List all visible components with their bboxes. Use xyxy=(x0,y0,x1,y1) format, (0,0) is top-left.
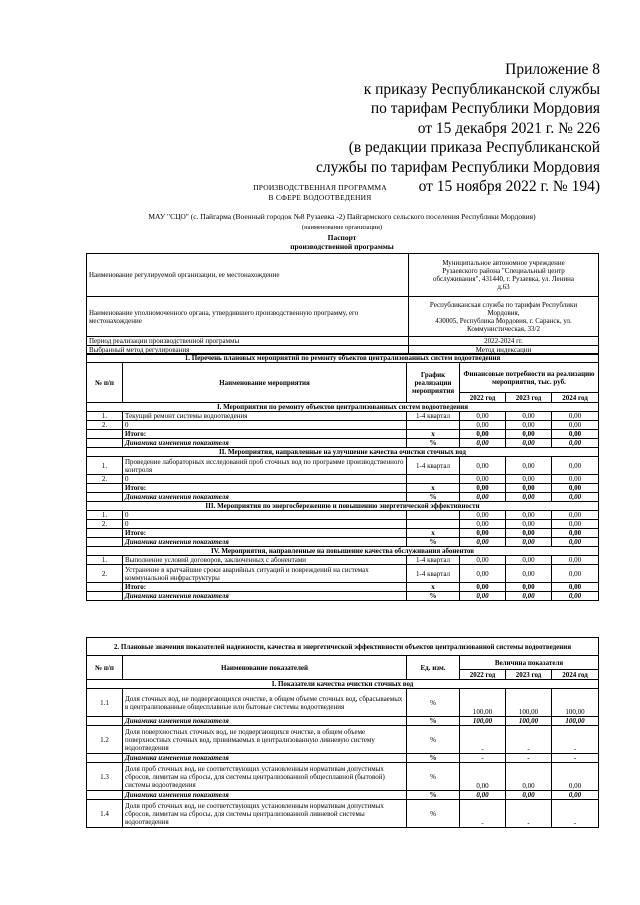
row-value: 0,00 xyxy=(506,791,552,800)
dynamics-label: Динамика изменения показателя xyxy=(123,439,407,448)
dynamics-label: Динамика изменения показателя xyxy=(123,592,407,601)
passport-value: 2022-2024 гг. xyxy=(409,337,599,346)
table-row xyxy=(87,337,599,346)
row-value: 0,00 xyxy=(460,538,506,547)
row-schedule xyxy=(407,511,460,520)
table-row xyxy=(87,421,599,430)
row-value: 100,00 xyxy=(460,717,506,726)
row-value: 0,00 xyxy=(506,583,552,592)
appendix-line: от 15 декабря 2021 г. № 226 xyxy=(417,119,600,137)
row-value: 0,00 xyxy=(506,493,552,502)
col-header-num: № п/п xyxy=(87,656,123,680)
row-num: 1. xyxy=(87,511,123,520)
row-num: 1. xyxy=(87,457,123,475)
total-row xyxy=(87,484,599,493)
dynamics-row xyxy=(87,493,599,502)
passport-label: Наименование регулируемой организации, ее местонахождение xyxy=(87,254,409,297)
row-value: 0,00 xyxy=(460,529,506,538)
dynamics-row xyxy=(87,717,599,726)
appendix-line: Приложение 8 xyxy=(505,61,600,78)
dynamics-label: Динамика изменения показателя xyxy=(123,754,407,763)
row-schedule xyxy=(407,421,460,430)
row-schedule xyxy=(407,475,460,484)
col-header-finance: Финансовые потребности на реализацию мероприятия, тыс. руб. xyxy=(460,363,599,393)
row-value: 0,00 xyxy=(506,763,552,791)
row-unit: % xyxy=(407,717,460,726)
passport-value-line: Мордовия, xyxy=(487,308,520,317)
passport-value-line: Рузаевского района "Специальный центр xyxy=(442,267,565,275)
row-value: 100,00 xyxy=(506,717,552,726)
row-num: 2. xyxy=(87,475,123,484)
row-num: 1.4 xyxy=(87,800,123,828)
passport-subtitle: производственной программы xyxy=(290,242,394,251)
row-value: 0,00 xyxy=(552,484,599,493)
appendix-block xyxy=(300,60,600,197)
section-row xyxy=(87,403,599,412)
row-num: 2. xyxy=(87,421,123,430)
passport-value-line: обслуживания", 431440, г. Рузаевка, ул. Ленина xyxy=(432,275,575,283)
row-name: Устранение в кратчайшие сроки аварийных ситуаций и повреждений на системах коммунальной инфраструктуры xyxy=(123,565,407,583)
row-name: 0 xyxy=(123,520,407,529)
program-title xyxy=(0,183,640,203)
row-value: 0,00 xyxy=(506,511,552,520)
row-schedule: % xyxy=(407,493,460,502)
row-name: Текущий ремонт системы водоотведения xyxy=(123,412,407,421)
row-value: - xyxy=(552,726,599,754)
dynamics-label: Динамика изменения показателя xyxy=(123,538,407,547)
passport-label: Выбранный метод регулирования xyxy=(87,346,409,355)
passport-value xyxy=(409,297,599,337)
row-value: 0,00 xyxy=(460,791,506,800)
row-num: 1.1 xyxy=(87,689,123,717)
row-value: - xyxy=(460,800,506,828)
row-unit: % xyxy=(407,689,460,717)
table-row xyxy=(87,457,599,475)
total-label: Итого: xyxy=(123,529,407,538)
row-value: - xyxy=(460,754,506,763)
indicators-table xyxy=(86,637,599,828)
row-name: Выполнение условий договоров, заключенных с абонентами xyxy=(123,556,407,565)
row-num xyxy=(87,754,123,763)
row-value: - xyxy=(460,726,506,754)
row-name: Доля сточных вод, не подвергающихся очистке, в общем объеме сточных вод, сбрасываемых в централизованные общесплавные или бытовые системы водоотведения xyxy=(123,689,407,717)
passport-value-line: Республиканская служба по тарифам Республики xyxy=(429,300,578,309)
row-value: 0,00 xyxy=(460,439,506,448)
row-schedule: 1-4 квартал xyxy=(407,457,460,475)
table-row xyxy=(87,412,599,421)
row-schedule: 1-4 квартал xyxy=(407,556,460,565)
row-num xyxy=(87,592,123,601)
dynamics-row xyxy=(87,592,599,601)
table-row xyxy=(87,520,599,529)
table-row xyxy=(87,726,599,754)
row-value: 0,00 xyxy=(460,556,506,565)
section-row xyxy=(87,502,599,511)
passport-value xyxy=(409,254,599,297)
row-schedule: х xyxy=(407,484,460,493)
row-value: 0,00 xyxy=(460,520,506,529)
table-row xyxy=(87,689,599,717)
table-row xyxy=(87,638,599,656)
row-name: 0 xyxy=(123,421,407,430)
col-header-year: 2022 год xyxy=(460,393,506,403)
row-value: 0,00 xyxy=(552,556,599,565)
row-value: 100,00 xyxy=(552,689,599,717)
row-value: 0,00 xyxy=(552,538,599,547)
passport-value-line: д.63 xyxy=(497,283,510,291)
col-header-year: 2022 год xyxy=(460,670,506,680)
row-name: Доля проб сточных вод, не соответствующих установленным нормативам допустимых сбросов, лимитам на сбросы, для системы централизованной ливневой системы водоотведения xyxy=(123,800,407,828)
row-value: 0,00 xyxy=(552,475,599,484)
row-num: 1.3 xyxy=(87,763,123,791)
row-value: 100,00 xyxy=(460,689,506,717)
organization-name: МАУ "СЦО" (с. Пайгарма (Военный городок №8 Рузаевка -2) Пайгармского сельского поселения Республики Мордовия) xyxy=(148,212,536,221)
section-title: IV. Мероприятия, направленные на повышение качества обслуживания абонентов xyxy=(87,547,599,556)
appendix-line: службы по тарифам Республики Мордовия xyxy=(316,158,600,176)
col-header-year: 2024 год xyxy=(552,670,599,680)
row-value: - xyxy=(552,754,599,763)
appendix-line: по тарифам Республики Мордовия xyxy=(370,100,600,117)
row-unit: % xyxy=(407,726,460,754)
row-num xyxy=(87,538,123,547)
row-num xyxy=(87,430,123,439)
row-schedule: 1-4 квартал xyxy=(407,565,460,583)
row-value: 0,00 xyxy=(552,430,599,439)
row-value: - xyxy=(506,800,552,828)
row-unit: % xyxy=(407,791,460,800)
row-name: 0 xyxy=(123,475,407,484)
row-value: 0,00 xyxy=(506,475,552,484)
row-value: 0,00 xyxy=(460,412,506,421)
table-header-row xyxy=(87,656,599,670)
total-label: Итого: xyxy=(123,430,407,439)
table-row xyxy=(87,475,599,484)
row-num xyxy=(87,529,123,538)
row-value: 0,00 xyxy=(506,556,552,565)
table-row xyxy=(87,565,599,583)
col-header-num: № п/п xyxy=(87,363,123,403)
row-name: Доля проб сточных вод, не соответствующих установленным нормативам допустимых сбросов, лимитам на сбросы, для системы централизованной общесплавной (бытовой) системы водоотведения xyxy=(123,763,407,791)
row-value: 100,00 xyxy=(506,689,552,717)
appendix-line: к приказу Республиканской службы xyxy=(363,80,600,98)
row-value: 0,00 xyxy=(552,763,599,791)
table-row xyxy=(87,763,599,791)
row-num xyxy=(87,717,123,726)
row-num: 2. xyxy=(87,565,123,583)
appendix-line: от 15 ноября 2022 г. № 194) xyxy=(418,178,600,195)
row-value: 0,00 xyxy=(506,520,552,529)
dynamics-row xyxy=(87,439,599,448)
table-header-row xyxy=(87,363,599,393)
dynamics-row xyxy=(87,754,599,763)
dynamics-label: Динамика изменения показателя xyxy=(123,717,407,726)
row-value: 0,00 xyxy=(460,592,506,601)
passport-table xyxy=(86,253,599,355)
total-label: Итого: xyxy=(123,484,407,493)
row-value: 0,00 xyxy=(506,412,552,421)
row-unit: % xyxy=(407,763,460,791)
passport-value-line: Коммунистическая, 33/2 xyxy=(467,324,540,333)
dynamics-row xyxy=(87,791,599,800)
row-schedule: х xyxy=(407,583,460,592)
row-value: - xyxy=(506,754,552,763)
appendix-line: (в редакции приказа Республиканской xyxy=(348,139,600,156)
row-schedule: % xyxy=(407,592,460,601)
organization-caption: (наименование организации) xyxy=(301,224,383,231)
row-value: 0,00 xyxy=(506,439,552,448)
row-value: 0,00 xyxy=(552,511,599,520)
passport-value-line: 430005, Республика Мордовия, г. Саранск, ул. xyxy=(435,316,572,325)
row-value: 0,00 xyxy=(552,421,599,430)
col-header-name: Наименование мероприятия xyxy=(123,363,407,403)
row-unit: % xyxy=(407,800,460,828)
total-label: Итого: xyxy=(123,583,407,592)
row-num xyxy=(87,484,123,493)
table-row xyxy=(87,254,599,297)
col-header-value: Величина показателя xyxy=(460,656,599,670)
row-value: 0,00 xyxy=(506,592,552,601)
passport-heading xyxy=(86,233,598,251)
row-value: 100,00 xyxy=(552,717,599,726)
row-value: 0,00 xyxy=(552,439,599,448)
row-value: 0,00 xyxy=(506,430,552,439)
passport-value: Метод индексации xyxy=(409,346,599,355)
passport-value-line: Муниципальное автономное учреждение xyxy=(442,259,565,267)
row-value: 0,00 xyxy=(506,529,552,538)
table-row xyxy=(87,800,599,828)
row-value: 0,00 xyxy=(552,565,599,583)
section-title: III. Мероприятия по энергосбережению и повышению энергетической эффективности xyxy=(87,502,599,511)
row-schedule xyxy=(407,520,460,529)
row-value: 0,00 xyxy=(552,592,599,601)
row-value: 0,00 xyxy=(552,583,599,592)
table-row xyxy=(87,297,599,337)
dynamics-label: Динамика изменения показателя xyxy=(123,493,407,502)
row-value: 0,00 xyxy=(552,493,599,502)
row-num: 2. xyxy=(87,520,123,529)
row-value: 0,00 xyxy=(460,493,506,502)
row-value: - xyxy=(552,800,599,828)
section-row xyxy=(87,547,599,556)
row-schedule: 1-4 квартал xyxy=(407,412,460,421)
row-value: 0,00 xyxy=(552,529,599,538)
dynamics-row xyxy=(87,538,599,547)
row-num: 1. xyxy=(87,412,123,421)
row-value: 0,00 xyxy=(552,457,599,475)
col-header-year: 2023 год xyxy=(506,393,552,403)
row-unit: % xyxy=(407,754,460,763)
col-header-unit: Ед. изм. xyxy=(407,656,460,680)
row-value: 0,00 xyxy=(506,538,552,547)
row-num: 1.2 xyxy=(87,726,123,754)
row-schedule: х xyxy=(407,430,460,439)
row-value: 0,00 xyxy=(506,565,552,583)
row-value: - xyxy=(506,726,552,754)
table-row xyxy=(87,511,599,520)
row-name: 0 xyxy=(123,511,407,520)
row-value: 0,00 xyxy=(460,511,506,520)
row-value: 0,00 xyxy=(506,457,552,475)
row-schedule: % xyxy=(407,538,460,547)
row-value: 0,00 xyxy=(460,565,506,583)
measures-table xyxy=(86,353,599,601)
total-row xyxy=(87,583,599,592)
section-title: I. Мероприятия по ремонту объектов централизованных систем водоотведения xyxy=(87,403,599,412)
row-value: 0,00 xyxy=(552,412,599,421)
row-value: 0,00 xyxy=(460,484,506,493)
row-num xyxy=(87,583,123,592)
row-value: 0,00 xyxy=(460,583,506,592)
table-row xyxy=(87,556,599,565)
section-row xyxy=(87,448,599,457)
row-value: 0,00 xyxy=(460,763,506,791)
row-name: Проведение лабораторных исследований проб сточных вод по программе производственного контроля xyxy=(123,457,407,475)
row-num xyxy=(87,791,123,800)
col-header-name: Наименование показателей xyxy=(123,656,407,680)
row-value: 0,00 xyxy=(506,421,552,430)
passport-label: Наименование уполномоченного органа, утвердившего производственную программу, его местонахождение xyxy=(87,297,409,337)
row-name: Доля поверхностных сточных вод, не подвергающихся очистке, в общем объеме поверхностных сточных вод, принимаемых в централизованную ливневую систему водоотведения xyxy=(123,726,407,754)
program-title-line1: ПРОИЗВОДСТВЕННАЯ ПРОГРАММА xyxy=(253,183,387,192)
indicators-title: 2. Плановые значения показателей надежности, качества и энергетической эффективности объектов централизованной системы водоотведения xyxy=(87,638,599,656)
row-value: 0,00 xyxy=(460,475,506,484)
row-value: 0,00 xyxy=(506,484,552,493)
row-value: 0,00 xyxy=(552,791,599,800)
row-value: 0,00 xyxy=(460,430,506,439)
row-schedule: х xyxy=(407,529,460,538)
section-row xyxy=(87,680,599,689)
col-header-schedule: График реализации мероприятия xyxy=(407,363,460,403)
section-title: I. Показатели качества очистки сточных вод xyxy=(87,680,599,689)
dynamics-label: Динамика изменения показателя xyxy=(123,791,407,800)
row-value: 0,00 xyxy=(552,520,599,529)
table-row xyxy=(87,354,599,363)
program-title-line2: В СФЕРЕ ВОДООТВЕДЕНИЯ xyxy=(268,193,372,202)
col-header-year: 2023 год xyxy=(506,670,552,680)
row-num xyxy=(87,439,123,448)
row-value: 0,00 xyxy=(460,421,506,430)
row-schedule: % xyxy=(407,439,460,448)
section-title: II. Мероприятия, направленные на улучшение качества очистки сточных вод xyxy=(87,448,599,457)
row-num xyxy=(87,493,123,502)
measures-title: 1. Перечень плановых мероприятий по ремонту объектов централизованных систем водоотведения xyxy=(87,354,599,363)
passport-title: Паспорт xyxy=(327,233,357,242)
total-row xyxy=(87,529,599,538)
passport-label: Период реализации производственной программы xyxy=(87,337,409,346)
row-num: 1. xyxy=(87,556,123,565)
row-value: 0,00 xyxy=(460,457,506,475)
total-row xyxy=(87,430,599,439)
col-header-year: 2024 год xyxy=(552,393,599,403)
